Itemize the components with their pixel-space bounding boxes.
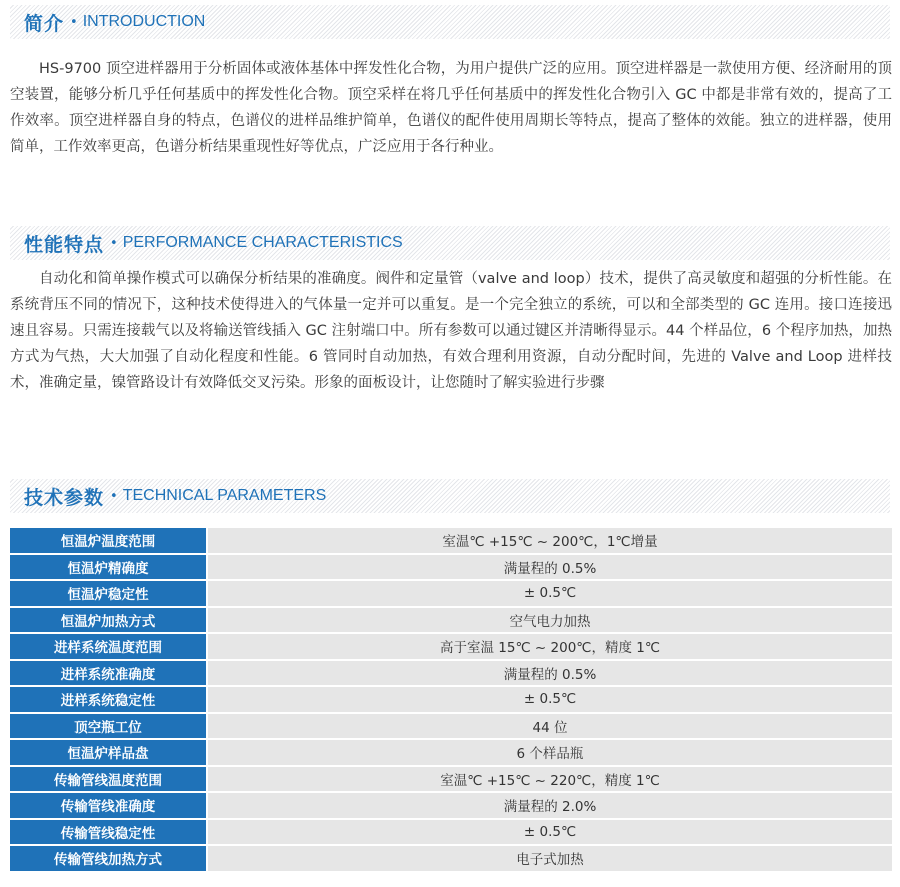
table-row — [10, 846, 894, 873]
technical-title-cn: 技术参数 — [24, 486, 105, 509]
technical-parameters-table — [10, 528, 894, 873]
performance-header — [10, 226, 890, 260]
table-row — [10, 820, 894, 847]
intro-paragraph: HS-9700 顶空进样器用于分析固体或液体基体中挥发性化合物，为用户提供广泛的应用。顶空进样器是一款使用方便、经济耐用的顶空装置，能够分析几乎任何基质中的挥发性化合物。顶空采样在将几乎任何基质中的挥发性化合物引入 GC 中都是非常有效的，提高了工作效率。顶空进样器自身的特点，色谱仪的进样品维护简单，色谱仪的配件使用周期长等特点，提高了整体的效能。独立的进样器，使用简单，工作效率更高，色谱分析结果重现性好等优点，广泛应用于各行种业。 — [10, 61, 892, 155]
param-label: 进样系统稳定性 — [10, 687, 208, 714]
table-row — [10, 555, 894, 582]
intro-header — [10, 5, 890, 39]
param-value: 满量程的 0.5% — [208, 661, 894, 688]
param-label: 恒温炉稳定性 — [10, 581, 208, 608]
param-label: 传输管线加热方式 — [10, 846, 208, 873]
param-label: 传输管线稳定性 — [10, 820, 208, 847]
table-row — [10, 608, 894, 635]
intro-title-en: INTRODUCTION — [82, 13, 206, 30]
table-row — [10, 687, 894, 714]
technical-header — [10, 479, 890, 513]
param-label: 传输管线温度范围 — [10, 767, 208, 794]
param-label: 进样系统准确度 — [10, 661, 208, 688]
param-label: 恒温炉精确度 — [10, 555, 208, 582]
param-value: 高于室温 15℃ ~ 200℃，精度 1℃ — [208, 634, 894, 661]
table-row — [10, 740, 894, 767]
param-value: 空气电力加热 — [208, 608, 894, 635]
table-row — [10, 634, 894, 661]
param-value: ± 0.5℃ — [208, 820, 894, 847]
param-label: 恒温炉温度范围 — [10, 528, 208, 555]
param-value: 44 位 — [208, 714, 894, 741]
param-value: 室温℃ +15℃ ~ 220℃，精度 1℃ — [208, 767, 894, 794]
performance-title-en: PERFORMANCE CHARACTERISTICS — [122, 234, 403, 251]
param-label: 恒温炉样品盘 — [10, 740, 208, 767]
technical-title-dot: • — [110, 488, 118, 504]
table-row — [10, 661, 894, 688]
param-value: 6 个样品瓶 — [208, 740, 894, 767]
table-row — [10, 581, 894, 608]
param-value: 满量程的 0.5% — [208, 555, 894, 582]
intro-title-cn: 简介 — [24, 12, 65, 35]
param-value: 满量程的 2.0% — [208, 793, 894, 820]
table-row — [10, 767, 894, 794]
param-label: 传输管线准确度 — [10, 793, 208, 820]
performance-title-dot: • — [110, 235, 118, 251]
technical-title-en: TECHNICAL PARAMETERS — [122, 487, 327, 504]
intro-title-dot: • — [70, 14, 78, 30]
table-row — [10, 528, 894, 555]
param-value: 电子式加热 — [208, 846, 894, 873]
param-label: 顶空瓶工位 — [10, 714, 208, 741]
param-value: ± 0.5℃ — [208, 687, 894, 714]
param-label: 进样系统温度范围 — [10, 634, 208, 661]
param-value: ± 0.5℃ — [208, 581, 894, 608]
param-value: 室温℃ +15℃ ~ 200℃，1℃增量 — [208, 528, 894, 555]
performance-title-cn: 性能特点 — [24, 233, 105, 256]
performance-paragraph: 自动化和简单操作模式可以确保分析结果的准确度。阀件和定量管（valve and loop）技术，提供了高灵敏度和超强的分析性能。在系统背压不同的情况下，这种技术使得进入的气体量一定并可以重复。是一个完全独立的系统，可以和全部类型的 GC 连用。接口连接迅速且容易。只需连接载气以及将输送管线插入 GC 注射端口中。所有参数可以通过键区并清晰得显示。44 个样品位，6 个程序加热，加热方式为气热，大大加强了自动化程度和性能。6 管同时自动加热，有效合理利用资源，自动分配时间，先进的 Valve and Loop 进样技术，准确定量，镍管路设计有效降低交叉污染。形象的面板设计，让您随时了解实验进行步骤 — [10, 271, 892, 391]
table-row — [10, 714, 894, 741]
param-label: 恒温炉加热方式 — [10, 608, 208, 635]
table-row — [10, 793, 894, 820]
